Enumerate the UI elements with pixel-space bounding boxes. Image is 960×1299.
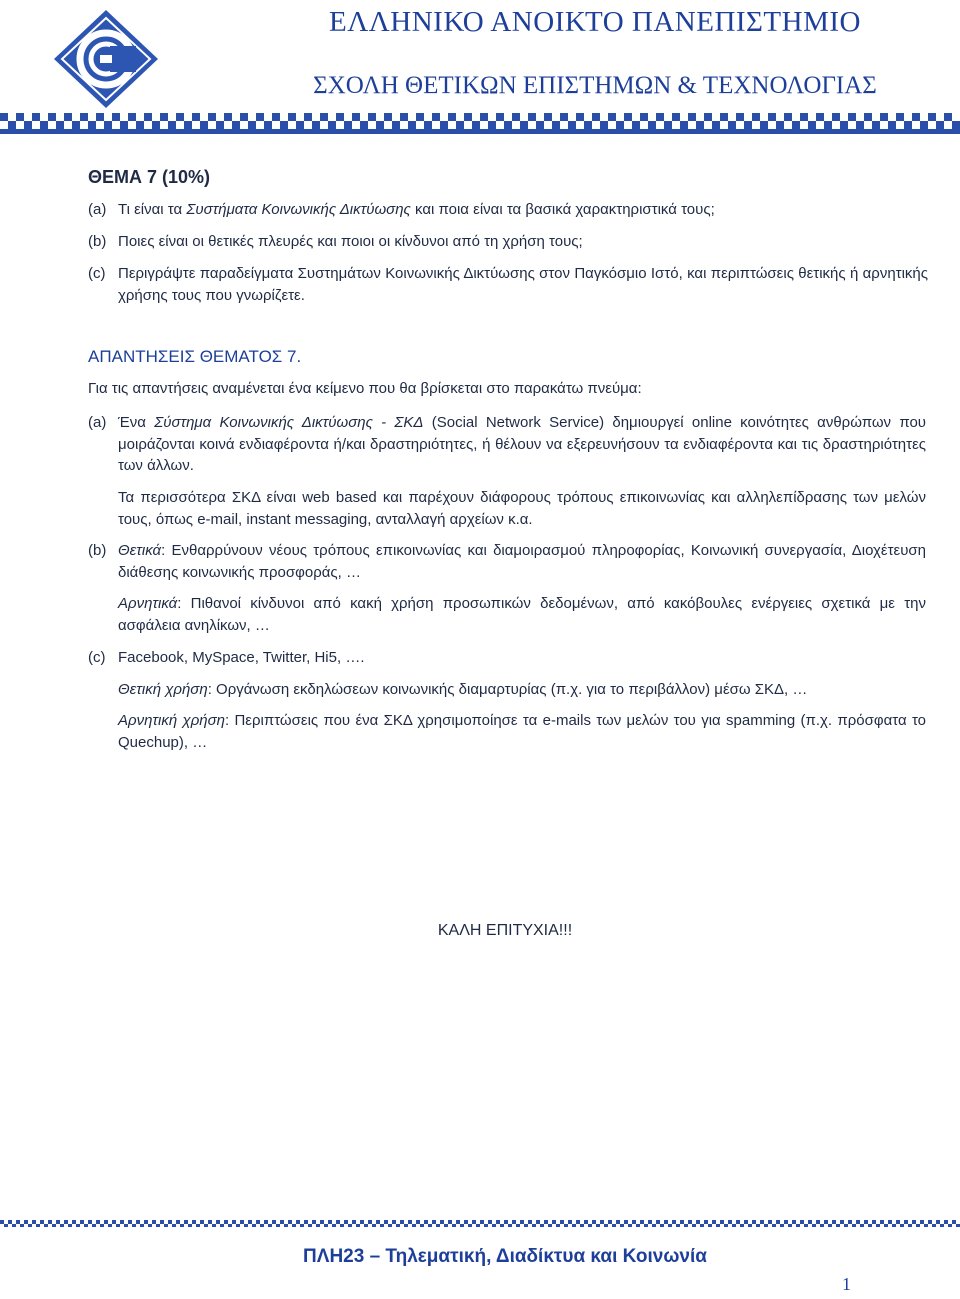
answer-b-negative: Αρνητικά: Πιθανοί κίνδυνοι από κακή χρήση προσωπικών δεδομένων, από κακόβουλες ενέργειες σχετικά με την ασφάλεια ανηλίκων, … <box>118 595 926 634</box>
question-label: (a) <box>88 201 107 218</box>
footer-divider <box>0 1220 960 1227</box>
answer-c-negative: Αρνητική χρήση: Περιπτώσεις που ένα ΣΚΔ χρησιμοποίησε τα e-mails των μελών του για spamming (π.χ. πρόσφατα το Quechup), … <box>118 712 927 751</box>
question-a: (a) Τι είναι τα Συστήματα Κοινωνικής Δικτύωσης και ποια είναι τα βασικά χαρακτηριστικά τους; <box>88 199 928 221</box>
answer-label: (b) <box>88 542 107 559</box>
answer-c-positive: Θετική χρήση: Οργάνωση εκδηλώσεων κοινωνικής διαμαρτυρίας (π.χ. για το περιβάλλον) μέσω ΣΚΔ, … <box>118 681 808 698</box>
header-decorative-band <box>0 113 960 129</box>
footer-course-title: ΠΛΗ23 – Τηλεματική, Διαδίκτυα και Κοινωνία <box>303 1246 707 1267</box>
university-title: ΕΛΛΗΝΙΚΟ ΑΝΟΙΚΤΟ ΠΑΝΕΠΙΣΤΗΜΙΟ <box>329 6 861 38</box>
topic-title: ΘΕΜΑ 7 (10%) <box>88 167 211 187</box>
answers-intro: Για τις απαντήσεις αναμένεται ένα κείμενο που θα βρίσκεται στο παρακάτω πνεύμα: <box>88 380 642 397</box>
school-title: ΣΧΟΛΗ ΘΕΤΙΚΩΝ ΕΠΙΣΤΗΜΩΝ & ΤΕΧΝΟΛΟΓΙΑΣ <box>313 72 877 99</box>
answer-label: (c) <box>88 649 106 666</box>
question-label: (c) <box>88 265 106 282</box>
answer-label: (a) <box>88 414 107 431</box>
question-c: (c) Περιγράψτε παραδείγματα Συστημάτων Κοινωνικής Δικτύωσης στον Παγκόσμιο Ιστό, και περιπτώσεις θετικής ή αρνητικής χρήσης τους που γνωρίζετε. <box>88 265 928 304</box>
answers-title: ΑΠΑΝΤΗΣΕΙΣ ΘΕΜΑΤΟΣ 7. <box>88 347 302 366</box>
header-divider <box>0 129 960 134</box>
answer-a-paragraph-2: Τα περισσότερα ΣΚΔ είναι web based και παρέχουν διάφορους τρόπους επικοινωνίας και αλληλεπίδρασης των μελών τους, όπως e-mail, instant messaging, ανταλλαγή αρχείων κ.α. <box>118 489 926 528</box>
answer-a: (a) Ένα Σύστημα Κοινωνικής Δικτύωσης - ΣΚΔ (Social Network Service) δημιουργεί online κοινότητες ανθρώπων που μοιράζονται κοινά ενδιαφέροντα ή/και δραστηριότητες, ή θέλουν να εξερευνήσουν τα ενδιαφέροντα και τις δραστηριότητες των άλλων. <box>88 414 926 474</box>
question-label: (b) <box>88 233 107 250</box>
answer-c-examples: (c) Facebook, MySpace, Twitter, Hi5, …. <box>88 647 926 669</box>
closing-text: ΚΑΛΗ ΕΠΙΤΥΧΙΑ!!! <box>437 922 573 939</box>
question-b: (b) Ποιες είναι οι θετικές πλευρές και ποιοι οι κίνδυνοι από τη χρήση τους; <box>88 231 928 253</box>
page-number: 1 <box>842 1274 851 1294</box>
answer-b-positive: (b) Θετικά: Ενθαρρύνουν νέους τρόπους επικοινωνίας και διαμοιρασμού πληροφορίας, Κοινωνική συνεργασία, Διοχέτευση διάθεσης κοινωνικής προσφοράς, … <box>88 542 926 581</box>
university-logo <box>52 8 160 110</box>
